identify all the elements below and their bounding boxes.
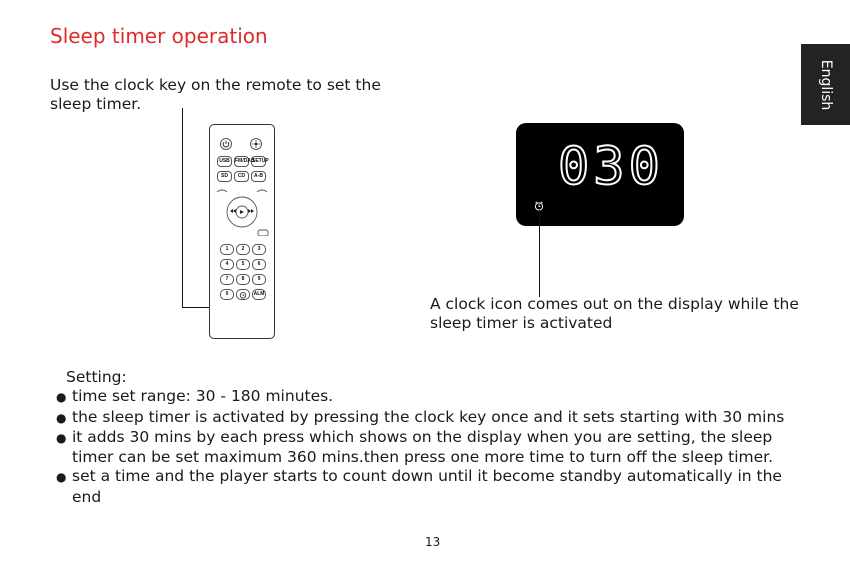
number-button: 2: [236, 244, 250, 255]
alarm-button: ALM: [252, 289, 266, 300]
page-number: 13: [425, 535, 441, 549]
clock-key-button: [236, 289, 250, 300]
setting-item: ● time set range: 30 - 180 minutes.: [56, 387, 792, 407]
language-tab-label: English: [817, 59, 834, 110]
remote-leader-line: [182, 108, 183, 307]
display-digits: 030: [558, 137, 664, 197]
cd-button: CD: [234, 171, 249, 182]
number-button: 0: [220, 289, 234, 300]
number-button: 9: [252, 274, 266, 285]
number-button: 3: [252, 244, 266, 255]
remote-control-illustration: [209, 124, 275, 339]
setting-list: [56, 387, 792, 507]
setting-item: ● the sleep timer is activated by pressing the clock key once and it sets starting with 30 mins: [56, 408, 792, 428]
setting-item: ● set a time and the player starts to count down until it become standby automatically in the end: [56, 467, 792, 507]
callout-line: [539, 210, 540, 297]
device-display: [516, 123, 684, 226]
number-button: 5: [236, 259, 250, 270]
number-button: 6: [252, 259, 266, 270]
sd-button: SD: [217, 171, 232, 182]
display-callout-text: A clock icon comes out on the display while the sleep timer is activated: [430, 295, 799, 332]
setup-button: SETUP: [251, 156, 266, 167]
usb-button: USB: [217, 156, 232, 167]
navigation-pad: [214, 188, 270, 236]
intro-text: Use the clock key on the remote to set the sleep timer.: [50, 76, 381, 113]
brightness-icon: [250, 138, 262, 150]
power-icon: [220, 138, 232, 150]
number-button: 1: [220, 244, 234, 255]
a-b-button: A-B: [251, 171, 266, 182]
number-button: 4: [220, 259, 234, 270]
page-title: Sleep timer operation: [50, 24, 268, 48]
fm-dab-button: FM/DAB: [234, 156, 249, 167]
setting-item: ● it adds 30 mins by each press which shows on the display when you are setting, the sleep timer can be set maximum 360 mins.then press one more time to turn off the sleep timer.: [56, 428, 792, 468]
number-button: 7: [220, 274, 234, 285]
setting-heading: Setting:: [66, 368, 127, 386]
language-tab: [801, 44, 850, 125]
number-button: 8: [236, 274, 250, 285]
setting-section: [66, 368, 802, 507]
